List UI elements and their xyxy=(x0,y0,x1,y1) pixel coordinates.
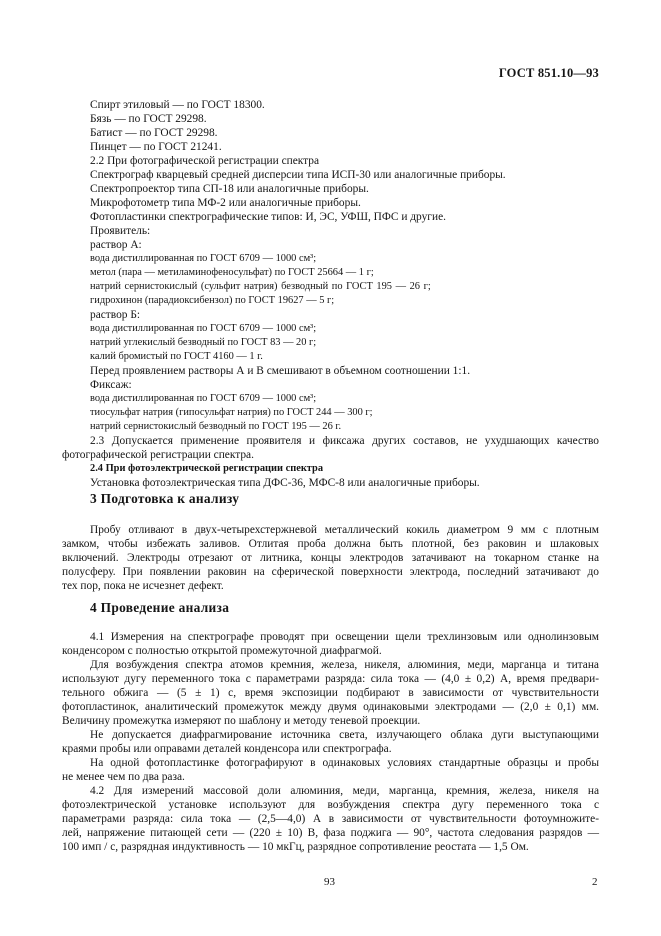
text-line: вода дистиллированная по ГОСТ 6709 — 1000 см³; xyxy=(90,393,317,404)
section-title: 4 Проведение анализа xyxy=(90,600,230,615)
text-line: 2.3 Допускается применение проявителя и фиксажа других составов, не ухудшающих качество xyxy=(90,435,599,447)
text-line: фотоэлектрической установке используют для возбуждения спектра дугу переменного тока с xyxy=(62,799,599,811)
text-line: На одной фотопластинке фотографируют в одинаковых условиях стандартные образцы и пробы xyxy=(90,757,599,769)
text-line: не менее чем по два раза. xyxy=(62,771,185,783)
text-line: полусферу. При появлении раковин на сферической поверхности электрода, последний затачивают до xyxy=(62,566,599,578)
subsection-heading: 2.4 При фотоэлектрической регистрации спектра xyxy=(90,463,324,474)
text-line: тех пор, пока не исчезнет дефект. xyxy=(62,580,224,592)
text-line: Перед проявлением растворы А и В смешивают в объемном соотношении 1:1. xyxy=(90,365,471,377)
text-line: раствор Б: xyxy=(90,309,141,321)
text-line: Величину промежутка измеряют по шаблону и методу теневой проекции. xyxy=(62,715,421,727)
text-line: Не допускается диафрагмирование источника света, излучающего облака дуги выступающими xyxy=(90,729,599,741)
text-line: 100 имп / с, разрядная индуктивность — 10 мкГц, разрядное сопротивление реостата — 1,5 Ом. xyxy=(62,841,529,853)
text-line: Проявитель: xyxy=(90,225,151,237)
text-line: Спектрограф кварцевый средней дисперсии типа ИСП-30 или аналогичные приборы. xyxy=(90,169,506,181)
text-line: Бязь — по ГОСТ 29298. xyxy=(90,113,207,125)
text-line: Батист — по ГОСТ 29298. xyxy=(90,127,218,139)
page-number: 93 xyxy=(324,876,335,888)
text-line: Фотопластинки спектрографические типов: И, ЭС, УФШ, ПФС и другие. xyxy=(90,211,446,223)
text-line: замком, чтобы избежать заливов. Отлитая проба должна быть плотной, без раковин и шлаковых xyxy=(62,538,599,550)
text-line: 4.2 Для измерений массовой доли алюминия, меди, марганца, кремния, железа, никеля на xyxy=(90,785,599,797)
text-line: раствор А: xyxy=(90,239,142,251)
subsection-heading: 2.2 При фотографической регистрации спектра xyxy=(90,155,320,167)
document-header: ГОСТ 851.10—93 xyxy=(498,66,599,80)
text-line: Для возбуждения спектра атомов кремния, железа, никеля, алюминия, меди, марганца и титана xyxy=(90,659,599,671)
text-line: Микрофотометр типа МФ-2 или аналогичные приборы. xyxy=(90,197,361,209)
text-line: фотографической регистрации спектра. xyxy=(62,449,254,461)
text-line: тиосульфат натрия (гипосульфат натрия) по ГОСТ 244 — 300 г; xyxy=(90,407,373,418)
text-line: 4.1 Измерения на спектрографе проводят при освещении щели трехлинзовым или однолинзовым xyxy=(90,631,599,643)
text-line: Установка фотоэлектрическая типа ДФС-36, МФС-8 или аналогичные приборы. xyxy=(90,477,480,489)
text-line: гидрохинон (парадиоксибензол) по ГОСТ 19627 — 5 г; xyxy=(90,295,335,306)
text-line: используют дугу переменного тока с параметрами разряда: сила тока — (4,0 ± 0,2) А, время предвари- xyxy=(62,673,599,685)
text-line: натрий углекислый безводный по ГОСТ 83 — 20 г; xyxy=(90,337,317,348)
text-line: вода дистиллированная по ГОСТ 6709 — 1000 см³; xyxy=(90,253,317,264)
section-title: 3 Подготовка к анализу xyxy=(90,491,240,506)
text-line: конденсором с полностью открытой промежуточной диафрагмой. xyxy=(62,645,382,657)
text-line: Фиксаж: xyxy=(90,379,132,391)
text-line: вода дистиллированная по ГОСТ 6709 — 1000 см³; xyxy=(90,323,317,334)
text-line: тельного обжига — (5 ± 1) с, время экспозиции подбирают в зависимости от чувствительности xyxy=(62,687,599,699)
sheet-number: 2 xyxy=(592,876,598,888)
text-line: натрий сернистокислый (сульфит натрия) безводный по ГОСТ 195 — 26 г; xyxy=(90,281,431,292)
text-line: Спектропроектор типа СП-18 или аналогичные приборы. xyxy=(90,183,369,195)
text-line: натрий сернистокислый безводный по ГОСТ 195 — 26 г. xyxy=(90,421,342,432)
text-line: калий бромистый по ГОСТ 4160 — 1 г. xyxy=(90,351,263,362)
text-line: Спирт этиловый — по ГОСТ 18300. xyxy=(90,99,265,111)
text-line: лей, напряжение питающей сети — (220 ± 10) В, фаза поджига — 90°, частота следования разрядов — xyxy=(62,827,599,839)
text-line: краями пробы или оправами деталей конденсора или спектрографа. xyxy=(62,743,392,755)
text-line: Пинцет — по ГОСТ 21241. xyxy=(90,141,222,153)
text-line: метол (пара — метиламинофеносульфат) по ГОСТ 25664 — 1 г; xyxy=(90,267,374,278)
text-line: включений. Электроды отрезают от литника, концы электродов затачивают на токарном станке на xyxy=(62,552,599,564)
text-line: параметрами разряда: сила тока — (2,5—4,0) А в зависимости от чувствительности фотоумножите- xyxy=(62,813,599,825)
text-line: фотопластинок, аналитический промежуток между двумя одинаковыми электродами — (2,0 ± 0,1) мм. xyxy=(62,701,599,713)
text-line: Пробу отливают в двух-четырехстержневой металлический кокиль диаметром 9 мм с плотным xyxy=(90,524,599,536)
